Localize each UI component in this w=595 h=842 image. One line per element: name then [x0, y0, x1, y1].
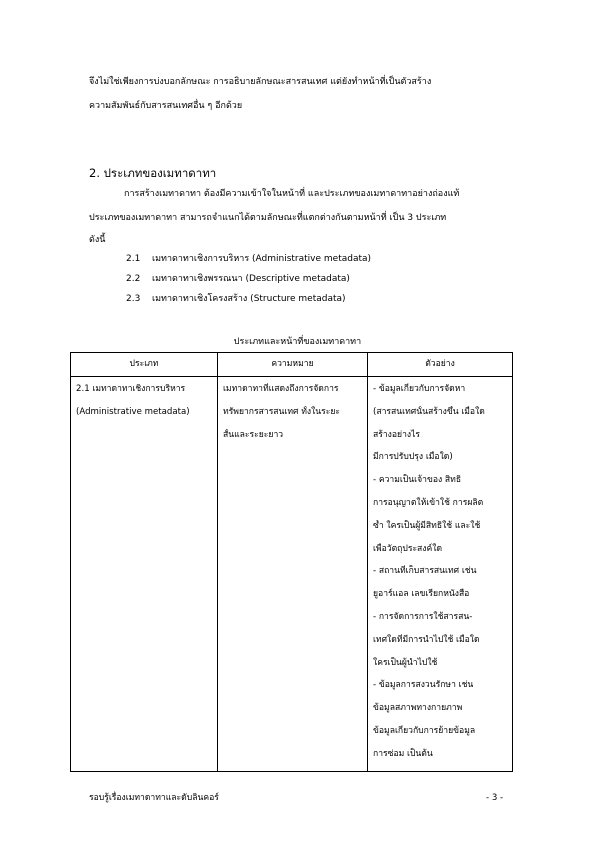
column-header-meaning: ความหมาย	[218, 353, 368, 377]
example-line: - ข้อมูลเกี่ยวกับการจัดหา	[373, 384, 466, 394]
table-row	[71, 377, 513, 772]
column-header-type: ประเภท	[71, 353, 218, 377]
list-item-text: เมทาดาทาเชิงการบริหาร (Administrative metadata)	[152, 254, 372, 264]
footer-title: รอบรู้เรื่องเมทาดาทาและดับลินคอร์	[89, 793, 219, 803]
type-cell	[71, 377, 218, 772]
list-item-number: 2.1	[126, 254, 141, 264]
type-line: (Administrative metadata)	[76, 406, 190, 417]
intro-line-1: จึงไม่ใช่เพียงการบ่งบอกลักษณะ การอธิบายลักษณะสารสนเทศ แต่ยังทำหน้าที่เป็นตัวสร้าง	[89, 77, 432, 87]
list-item-text: เมทาดาทาเชิงโครงสร้าง (Structure metadata)	[152, 294, 346, 304]
section-heading: 2. ประเภทของเมทาดาทา	[89, 166, 217, 180]
section-paragraph-line-3: ดังนี้	[89, 235, 106, 245]
examples-cell	[368, 377, 513, 772]
page-number: - 3 -	[486, 793, 504, 803]
meaning-cell	[218, 377, 368, 772]
metadata-types-table	[70, 352, 513, 772]
example-line: มีการปรับปรุง เมื่อใด)	[373, 452, 453, 463]
table-caption: ประเภทและหน้าที่ของเมทาดาทา	[233, 337, 362, 347]
example-line: - การจัดการการใช้สารสน-	[373, 611, 473, 622]
meaning-line: เมทาดาทาที่แสดงถึงการจัดการ	[223, 384, 339, 394]
example-line: เทศใดที่มีการนำไปใช้ เมื่อใด	[373, 634, 480, 645]
type-line: 2.1 เมทาดาทาเชิงการบริหาร	[76, 384, 186, 394]
list-item-text: เมทาดาทาเชิงพรรณนา (Descriptive metadata)	[152, 274, 350, 284]
list-item-number: 2.2	[126, 274, 141, 284]
column-header-examples: ตัวอย่าง	[368, 353, 513, 377]
example-line: เพื่อวัตถุประสงค์ใด	[373, 543, 443, 554]
example-line: การซ่อม เป็นต้น	[373, 748, 433, 759]
section-paragraph-line-2: ประเภทของเมทาดาทา สามารถจำแนกได้ตามลักษณะที่แตกต่างกันตามหน้าที่ เป็น 3 ประเภท	[89, 213, 447, 223]
example-line: สร้างอย่างไร	[373, 429, 421, 440]
example-line: - ข้อมูลการสงวนรักษา เช่น	[373, 680, 474, 691]
meaning-line: สั้นและระยะยาว	[223, 429, 284, 440]
example-line: ข้อมูลสภาพทางกายภาพ	[373, 703, 463, 714]
example-line: ข้อมูลเกี่ยวกับการย้ายข้อมูล	[373, 725, 476, 736]
example-line: ยูอาร์แอล เลขเรียกหนังสือ	[373, 589, 470, 600]
example-line: - ความเป็นเจ้าของ สิทธิ	[373, 475, 462, 486]
example-line: การอนุญาตให้เข้าใช้ การผลิต	[373, 497, 484, 508]
section-paragraph-line-1: การสร้างเมทาดาทา ต้องมีความเข้าใจในหน้าที่ และประเภทของเมทาดาทาอย่างถ่องแท้	[124, 189, 460, 199]
example-line: ซ้ำ ใครเป็นผู้มีสิทธิใช้ และใช้	[373, 520, 481, 531]
meaning-line: ทรัพยากรสารสนเทศ ทั้งในระยะ	[223, 406, 341, 417]
example-line: ใครเป็นผู้นำไปใช้	[373, 657, 438, 668]
example-line: (สารสนเทศนั้นสร้างขึ้น เมื่อใด	[373, 406, 485, 417]
table-header-row	[71, 353, 513, 377]
list-item-number: 2.3	[126, 294, 141, 304]
example-line: - สถานที่เก็บสารสนเทศ เช่น	[373, 566, 477, 577]
intro-line-2: ความสัมพันธ์กับสารสนเทศอื่น ๆ อีกด้วย	[89, 101, 243, 111]
